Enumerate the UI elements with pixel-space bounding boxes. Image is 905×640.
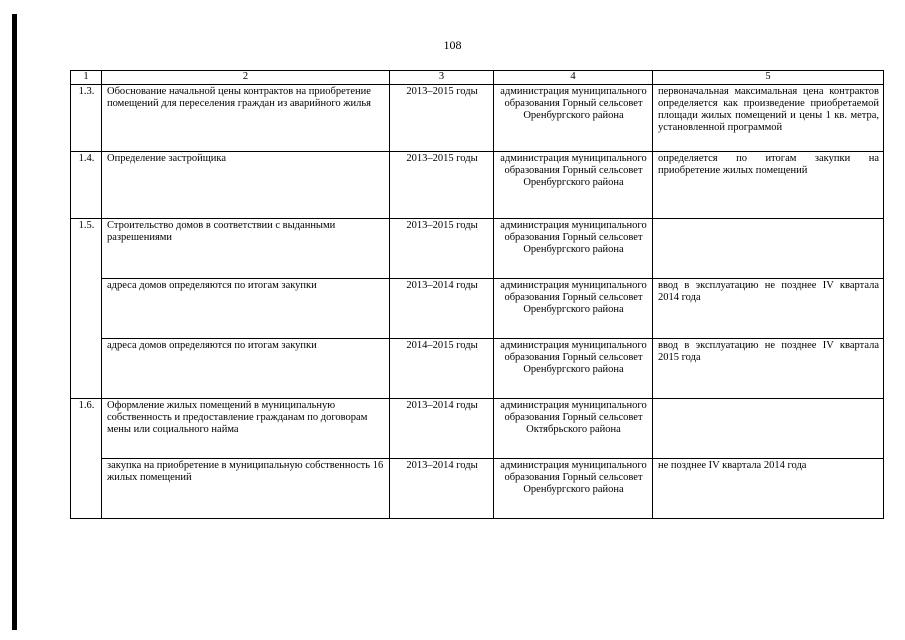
header-col-1: 1 xyxy=(71,71,102,85)
row-number: 1.6. xyxy=(71,399,102,519)
page-number: 108 xyxy=(443,38,462,52)
row-measure: Оформление жилых помещений в муниципальную собственность и предоставление гражданам по договорам мены или социального найма xyxy=(102,399,390,459)
row-executor: администрация муниципального образования Горный сельсовет Оренбургского района xyxy=(494,219,653,279)
row-executor: администрация муниципального образования Горный сельсовет Оренбургского района xyxy=(494,459,653,519)
row-period: 2013–2014 годы xyxy=(390,399,494,459)
table-row xyxy=(71,219,884,279)
row-period: 2013–2015 годы xyxy=(390,219,494,279)
row-note: определяется по итогам закупки на приобретение жилых помещений xyxy=(653,152,884,219)
header-col-2: 2 xyxy=(102,71,390,85)
table-row xyxy=(71,152,884,219)
row-executor: администрация муниципального образования Горный сельсовет Оренбургского района xyxy=(494,152,653,219)
row-period: 2013–2014 годы xyxy=(390,459,494,519)
row-measure: Строительство домов в соответствии с выданными разрешениями xyxy=(102,219,390,279)
header-col-3: 3 xyxy=(390,71,494,85)
table-row xyxy=(71,85,884,152)
row-note xyxy=(653,399,884,459)
row-measure: Определение застройщика xyxy=(102,152,390,219)
table-row xyxy=(71,339,884,399)
row-note: первоначальная максимальная цена контрактов определяется как произведение приобретаемой площади жилых помещений и цены 1 кв. метра, установленной программой xyxy=(653,85,884,152)
plan-table xyxy=(70,70,884,519)
row-period: 2013–2014 годы xyxy=(390,279,494,339)
row-number: 1.5. xyxy=(71,219,102,399)
row-period: 2013–2015 годы xyxy=(390,152,494,219)
table-row xyxy=(71,459,884,519)
row-executor: администрация муниципального образования Горный сельсовет Октябрьского района xyxy=(494,399,653,459)
row-measure: адреса домов определяются по итогам закупки xyxy=(102,279,390,339)
row-period: 2014–2015 годы xyxy=(390,339,494,399)
row-measure: закупка на приобретение в муниципальную собственность 16 жилых помещений xyxy=(102,459,390,519)
table-header-row xyxy=(71,71,884,85)
row-measure: адреса домов определяются по итогам закупки xyxy=(102,339,390,399)
table-row xyxy=(71,279,884,339)
row-executor: администрация муниципального образования Горный сельсовет Оренбургского района xyxy=(494,85,653,152)
row-measure: Обоснование начальной цены контрактов на приобретение помещений для переселения граждан из аварийного жилья xyxy=(102,85,390,152)
row-note: ввод в эксплуатацию не позднее IV квартала 2014 года xyxy=(653,279,884,339)
table-row xyxy=(71,399,884,459)
header-col-5: 5 xyxy=(653,71,884,85)
left-edge-bar xyxy=(12,14,17,630)
row-executor: администрация муниципального образования Горный сельсовет Оренбургского района xyxy=(494,339,653,399)
row-note: не позднее IV квартала 2014 года xyxy=(653,459,884,519)
header-col-4: 4 xyxy=(494,71,653,85)
row-number: 1.3. xyxy=(71,85,102,152)
row-note: ввод в эксплуатацию не позднее IV квартала 2015 года xyxy=(653,339,884,399)
row-note xyxy=(653,219,884,279)
row-number: 1.4. xyxy=(71,152,102,219)
row-executor: администрация муниципального образования Горный сельсовет Оренбургского района xyxy=(494,279,653,339)
row-period: 2013–2015 годы xyxy=(390,85,494,152)
